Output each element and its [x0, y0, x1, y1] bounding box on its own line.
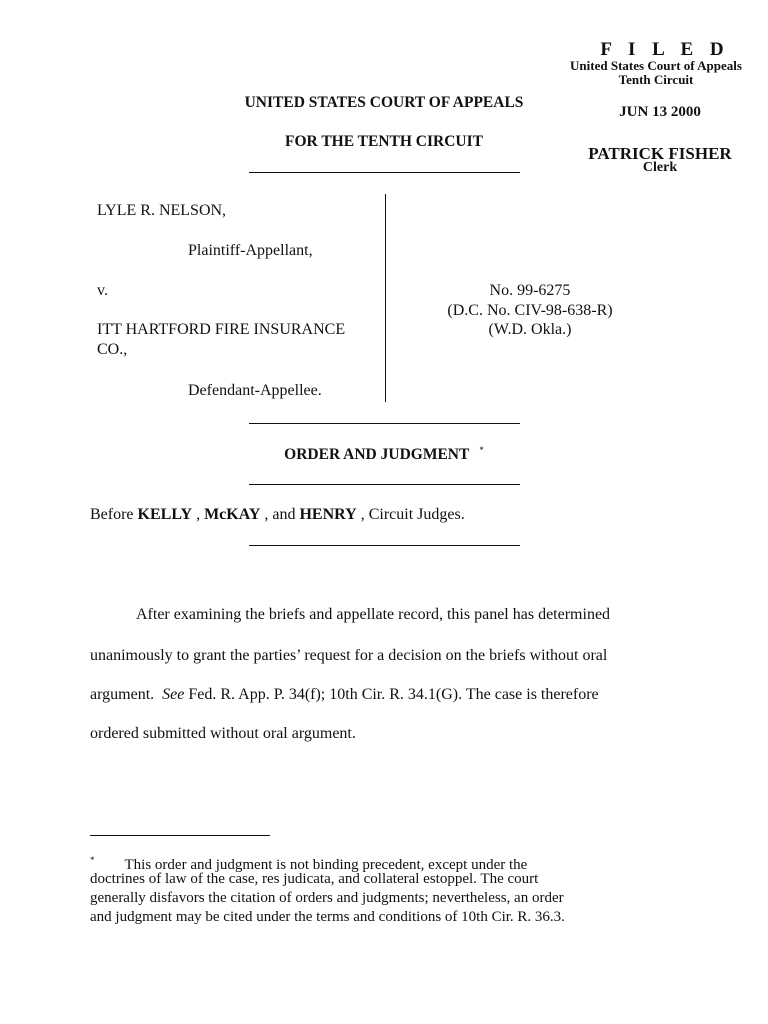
document-title-text: ORDER AND JUDGMENT [284, 446, 470, 464]
caption-bottom-rule [249, 423, 520, 424]
title-rule [249, 484, 520, 485]
case-number: No. 99-6275 [489, 282, 571, 299]
body-line-3-start: argument. [90, 686, 155, 703]
heading-rule [249, 172, 520, 173]
defendant-name-line2: CO., [97, 341, 128, 358]
body-line-1: After examining the briefs and appellate record, this panel has determined [136, 606, 611, 623]
judge-henry: HENRY [299, 506, 357, 523]
footnote-line-1 [90, 853, 690, 873]
judge-kelly: KELLY [137, 506, 193, 523]
plaintiff-name: LYLE R. NELSON, [97, 202, 227, 219]
panel-rule [249, 545, 520, 546]
versus: v. [97, 282, 108, 299]
filed-stamp-date: JUN 13 2000 [619, 104, 701, 120]
plaintiff-role: Plaintiff-Appellant, [188, 242, 313, 259]
district: (W.D. Okla.) [488, 321, 572, 338]
filed-stamp-title: F I L E D [600, 39, 730, 60]
body-line-4: ordered submitted without oral argument. [90, 725, 356, 742]
body-line-3-rest: Fed. R. App. P. 34(f); 10th Cir. R. 34.1(G). The case is therefore [188, 686, 599, 703]
panel-separator-2: , and [264, 506, 296, 523]
district-court-number: (D.C. No. CIV-98-638-R) [447, 302, 613, 319]
body-line-2: unanimously to grant the parties’ request for a decision on the briefs without oral [90, 647, 608, 664]
panel-before: Before [90, 506, 134, 523]
footnote-rule [90, 835, 270, 836]
body-line-3 [90, 686, 599, 704]
judge-mckay: McKAY [204, 506, 261, 523]
document-title [248, 445, 520, 464]
filed-stamp-clerk-title: Clerk [642, 160, 678, 175]
filed-stamp-clerk-name: PATRICK FISHER [588, 144, 732, 163]
footnote-reference: * [479, 445, 484, 455]
footnote-line-4: and judgment may be cited under the terms and conditions of 10th Cir. R. 36.3. [90, 909, 565, 925]
defendant-role: Defendant-Appellee. [188, 382, 322, 399]
footnote-line-1-text: This order and judgment is not binding precedent, except under the [124, 857, 528, 873]
panel-line [90, 506, 465, 524]
filed-stamp-court: United States Court of Appeals [570, 58, 742, 73]
footnote-line-2: doctrines of law of the case, res judicata, and collateral estoppel. The court [90, 871, 539, 887]
caption-divider [385, 194, 386, 402]
court-circuit: FOR THE TENTH CIRCUIT [285, 133, 483, 150]
citation-signal-see: See [162, 686, 185, 703]
footnote-marker: * [90, 855, 95, 865]
panel-suffix: , Circuit Judges. [360, 506, 465, 523]
defendant-name-line1: ITT HARTFORD FIRE INSURANCE [97, 321, 346, 338]
court-name: UNITED STATES COURT OF APPEALS [244, 94, 524, 111]
filed-stamp-circuit: Tenth Circuit [618, 72, 694, 87]
panel-separator-1: , [196, 506, 201, 523]
footnote-line-3: generally disfavors the citation of orders and judgments; nevertheless, an order [90, 890, 564, 906]
